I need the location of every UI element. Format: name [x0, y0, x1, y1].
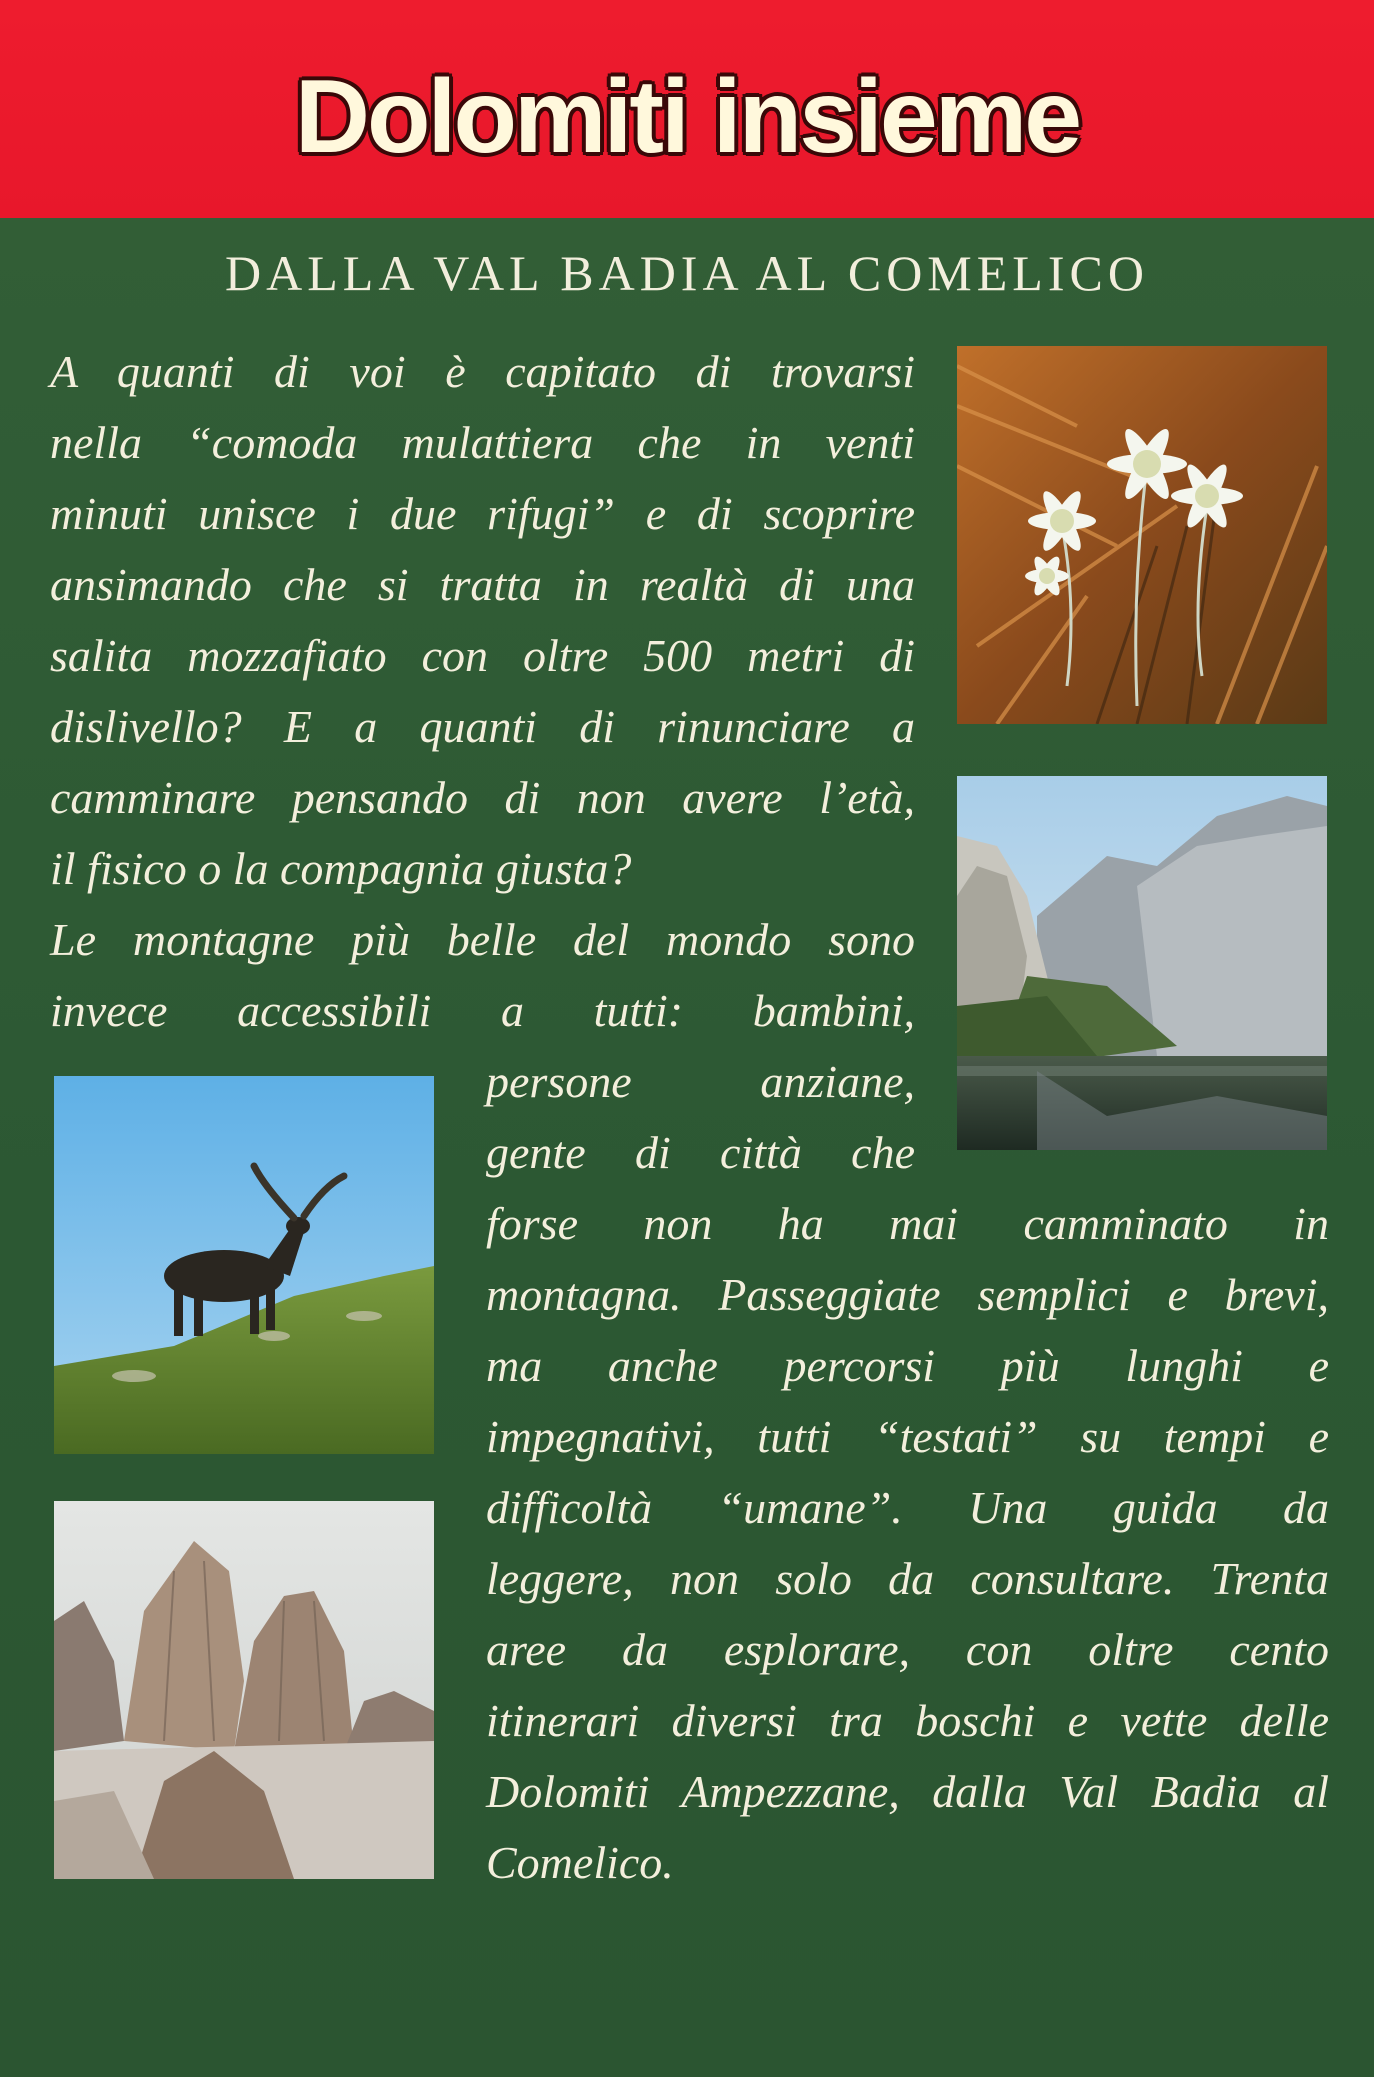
blurb-line: ansimando che si tratta in realtà di una: [50, 559, 915, 610]
blurb-line: forse non ha mai camminato in: [486, 1198, 1329, 1249]
blurb-line: aree da esplorare, con oltre cento: [486, 1624, 1329, 1675]
edelweiss-photo: [957, 346, 1327, 724]
blurb-line: persone anziane,: [486, 1056, 915, 1107]
blurb-line: minuti unisce i due rifugi” e di scoprire: [50, 488, 915, 539]
subtitle: DALLA VAL BADIA AL COMELICO: [225, 245, 1149, 301]
blurb-line: difficoltà “umane”. Una guida da: [486, 1482, 1329, 1533]
lake-mountains-photo: [957, 776, 1327, 1150]
title-banner: [0, 0, 1374, 218]
ibex-photo: [54, 1076, 434, 1454]
blurb-line: Le montagne più belle del mondo sono: [50, 914, 915, 965]
blurb-line: invece accessibili a tutti: bambini,: [50, 985, 915, 1036]
blurb-line: impegnativi, tutti “testati” su tempi e: [486, 1411, 1329, 1462]
blurb-line: ma anche percorsi più lunghi e: [486, 1340, 1329, 1391]
blurb-middle: [486, 1046, 915, 1188]
blurb-line: A quanti di voi è capitato di trovarsi: [50, 346, 915, 397]
blurb-line: leggere, non solo da consultare. Trenta: [486, 1553, 1329, 1604]
book-title: Dolomiti insieme: [294, 59, 1080, 175]
blurb-top: [50, 336, 915, 1046]
blurb-line: camminare pensando di non avere l’età,: [50, 772, 915, 823]
blurb-line: il fisico o la compagnia giusta?: [50, 843, 632, 894]
blurb-line: montagna. Passeggiate semplici e brevi,: [486, 1269, 1329, 1320]
blurb-line: Comelico.: [486, 1837, 674, 1888]
blurb-bottom: [486, 1188, 1329, 1898]
tre-cime-photo: [54, 1501, 434, 1879]
blurb-line: nella “comoda mulattiera che in venti: [50, 417, 915, 468]
blurb-line: Dolomiti Ampezzane, dalla Val Badia al: [486, 1766, 1329, 1817]
blurb-line: gente di città che: [486, 1127, 915, 1178]
blurb-line: salita mozzafiato con oltre 500 metri di: [50, 630, 915, 681]
blurb-line: dislivello? E a quanti di rinunciare a: [50, 701, 915, 752]
blurb-line: itinerari diversi tra boschi e vette delle: [486, 1695, 1329, 1746]
